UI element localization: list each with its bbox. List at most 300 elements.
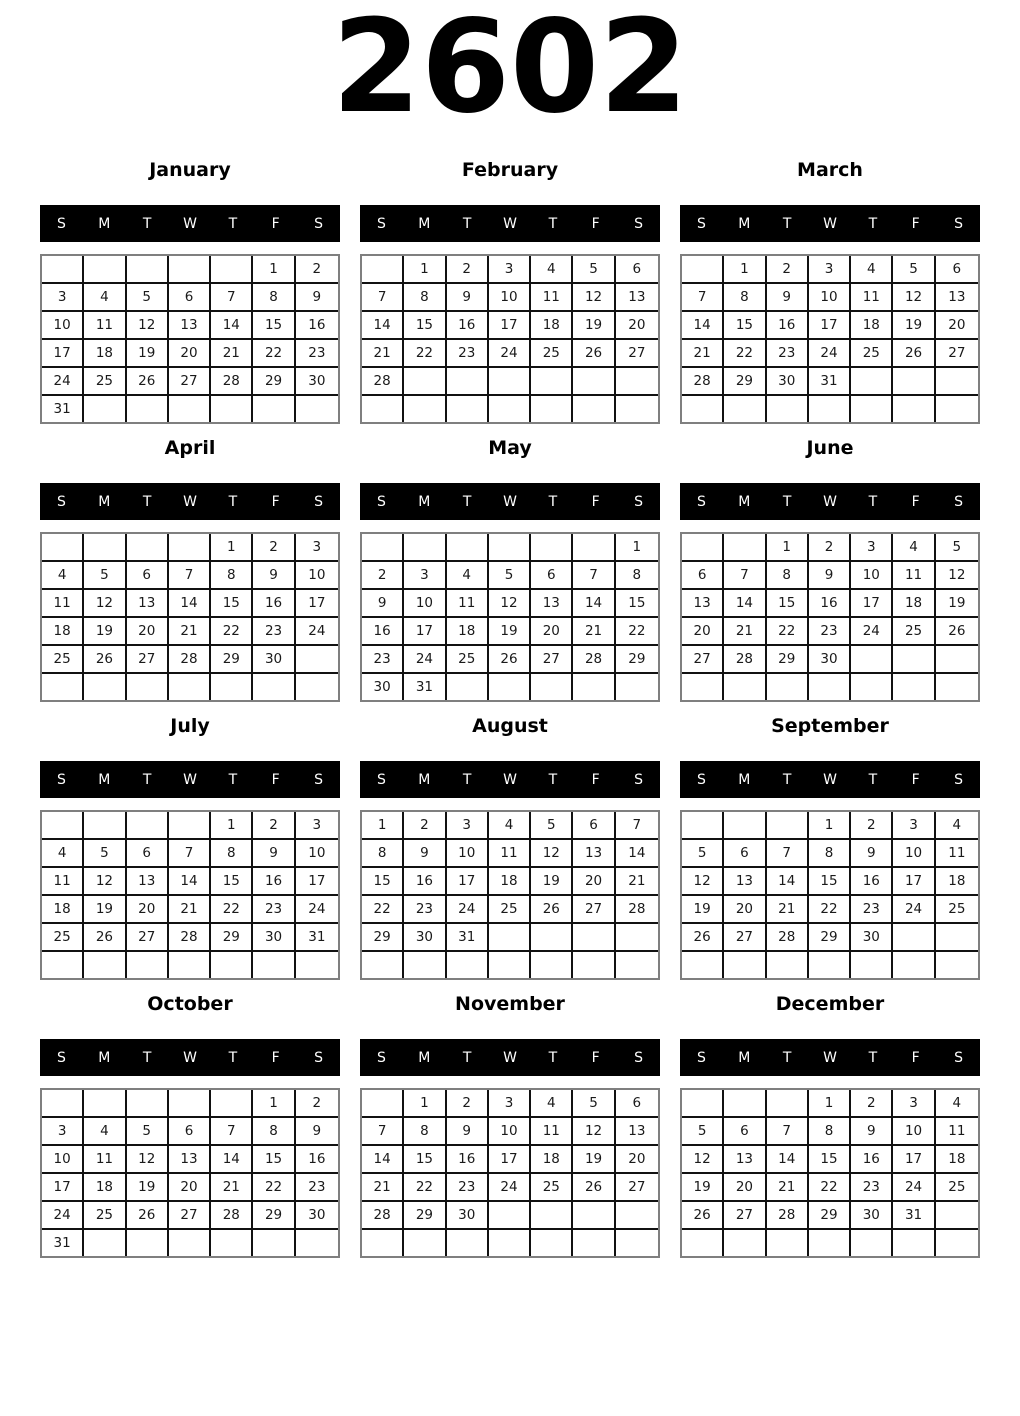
date-cell: 19 — [531, 868, 573, 896]
date-cell: 26 — [682, 924, 724, 952]
date-cell-empty — [447, 368, 489, 396]
date-cell: 25 — [531, 340, 573, 368]
date-cell-empty — [296, 952, 338, 978]
date-cell-empty — [296, 1230, 338, 1256]
date-cell: 24 — [42, 1202, 84, 1230]
date-cell: 10 — [893, 840, 935, 868]
year-title: 2602 — [331, 0, 689, 142]
date-cell: 25 — [42, 646, 84, 674]
date-cell: 23 — [253, 618, 295, 646]
date-cell: 21 — [682, 340, 724, 368]
day-of-week-label: F — [591, 493, 600, 510]
date-cell: 20 — [616, 312, 658, 340]
date-cell-empty — [84, 534, 126, 562]
day-of-week-label: T — [782, 1049, 792, 1066]
date-cell-empty — [936, 674, 978, 700]
date-cell-empty — [211, 396, 253, 422]
date-cell: 5 — [573, 256, 615, 284]
date-cell: 29 — [809, 924, 851, 952]
date-cell: 26 — [127, 1202, 169, 1230]
date-cell: 13 — [169, 1146, 211, 1174]
day-of-week-label: S — [56, 493, 66, 510]
date-cell: 12 — [127, 312, 169, 340]
day-of-week-label: S — [634, 215, 644, 232]
date-cell: 6 — [127, 840, 169, 868]
date-cell: 24 — [893, 896, 935, 924]
day-of-week-header — [40, 1039, 340, 1076]
date-cell: 17 — [296, 590, 338, 618]
date-grid — [360, 254, 660, 424]
day-of-week-label: W — [183, 215, 197, 232]
date-cell: 14 — [169, 868, 211, 896]
date-cell-empty — [84, 812, 126, 840]
date-cell: 22 — [253, 340, 295, 368]
day-of-week-label: F — [271, 771, 280, 788]
date-cell: 26 — [84, 646, 126, 674]
date-cell: 21 — [169, 618, 211, 646]
day-of-week-label: T — [228, 771, 238, 788]
date-cell: 16 — [851, 1146, 893, 1174]
day-of-week-label: T — [228, 1049, 238, 1066]
date-cell-empty — [253, 396, 295, 422]
day-of-week-label: F — [911, 215, 920, 232]
date-cell-empty — [893, 646, 935, 674]
date-cell: 30 — [851, 924, 893, 952]
month-block — [40, 706, 340, 980]
date-cell: 3 — [489, 1090, 531, 1118]
date-cell-empty — [893, 674, 935, 700]
date-cell-empty — [42, 952, 84, 978]
day-of-week-label: F — [591, 215, 600, 232]
day-of-week-label: F — [271, 1049, 280, 1066]
date-cell: 17 — [489, 1146, 531, 1174]
date-cell: 2 — [296, 1090, 338, 1118]
month-block — [680, 150, 980, 424]
date-grid — [360, 810, 660, 980]
date-cell: 10 — [296, 562, 338, 590]
date-cell: 30 — [296, 1202, 338, 1230]
date-cell: 28 — [682, 368, 724, 396]
date-cell-empty — [489, 924, 531, 952]
date-cell: 17 — [809, 312, 851, 340]
date-cell: 17 — [296, 868, 338, 896]
date-cell: 3 — [809, 256, 851, 284]
date-cell: 23 — [809, 618, 851, 646]
date-cell: 30 — [362, 674, 404, 700]
date-cell: 4 — [936, 1090, 978, 1118]
date-cell: 19 — [127, 1174, 169, 1202]
day-of-week-label: T — [548, 493, 558, 510]
date-cell: 17 — [404, 618, 446, 646]
date-cell: 2 — [447, 256, 489, 284]
date-cell: 25 — [84, 368, 126, 396]
date-cell: 5 — [489, 562, 531, 590]
date-cell-empty — [893, 952, 935, 978]
date-cell: 1 — [253, 1090, 295, 1118]
date-cell: 15 — [404, 312, 446, 340]
date-cell: 22 — [616, 618, 658, 646]
date-cell-empty — [84, 674, 126, 700]
date-cell: 21 — [724, 618, 766, 646]
date-cell-empty — [724, 812, 766, 840]
date-cell-empty — [489, 534, 531, 562]
day-of-week-label: T — [142, 493, 152, 510]
date-cell: 2 — [851, 1090, 893, 1118]
day-of-week-header — [360, 761, 660, 798]
date-cell: 22 — [362, 896, 404, 924]
date-cell-empty — [682, 396, 724, 422]
date-cell: 7 — [573, 562, 615, 590]
date-cell: 31 — [809, 368, 851, 396]
date-cell: 15 — [253, 1146, 295, 1174]
date-grid — [680, 532, 980, 702]
date-cell: 18 — [531, 312, 573, 340]
date-cell: 4 — [936, 812, 978, 840]
date-cell: 28 — [724, 646, 766, 674]
date-grid — [40, 532, 340, 702]
date-cell: 6 — [127, 562, 169, 590]
date-cell: 23 — [767, 340, 809, 368]
date-cell: 23 — [447, 340, 489, 368]
day-of-week-label: S — [314, 493, 324, 510]
date-cell-empty — [362, 534, 404, 562]
date-cell-empty — [809, 1230, 851, 1256]
day-of-week-header — [360, 1039, 660, 1076]
day-of-week-label: F — [911, 771, 920, 788]
date-cell: 5 — [84, 562, 126, 590]
date-cell: 23 — [404, 896, 446, 924]
date-cell: 4 — [489, 812, 531, 840]
date-cell: 26 — [936, 618, 978, 646]
day-of-week-label: S — [634, 771, 644, 788]
date-cell: 29 — [404, 1202, 446, 1230]
date-cell: 8 — [809, 840, 851, 868]
date-cell: 18 — [893, 590, 935, 618]
date-cell-empty — [682, 256, 724, 284]
date-cell: 30 — [851, 1202, 893, 1230]
date-cell-empty — [531, 674, 573, 700]
date-cell-empty — [616, 1202, 658, 1230]
date-cell: 2 — [253, 534, 295, 562]
date-cell: 4 — [84, 1118, 126, 1146]
date-cell-empty — [296, 674, 338, 700]
day-of-week-header — [360, 205, 660, 242]
day-of-week-label: T — [868, 771, 878, 788]
date-cell: 18 — [42, 896, 84, 924]
date-cell-empty — [809, 396, 851, 422]
date-cell: 1 — [362, 812, 404, 840]
date-cell: 11 — [851, 284, 893, 312]
date-cell: 20 — [724, 896, 766, 924]
date-cell: 11 — [531, 284, 573, 312]
date-cell-empty — [489, 396, 531, 422]
date-cell: 14 — [767, 868, 809, 896]
date-cell: 30 — [296, 368, 338, 396]
day-of-week-label: T — [868, 493, 878, 510]
date-cell: 18 — [84, 1174, 126, 1202]
date-cell: 6 — [936, 256, 978, 284]
date-cell: 25 — [447, 646, 489, 674]
date-cell: 22 — [211, 896, 253, 924]
day-of-week-label: F — [271, 493, 280, 510]
date-cell: 22 — [253, 1174, 295, 1202]
date-cell-empty — [531, 952, 573, 978]
date-cell: 20 — [127, 618, 169, 646]
date-cell: 3 — [42, 1118, 84, 1146]
month-title: February — [461, 159, 559, 181]
date-cell-empty — [127, 256, 169, 284]
date-cell: 16 — [809, 590, 851, 618]
date-cell: 5 — [573, 1090, 615, 1118]
date-cell: 15 — [253, 312, 295, 340]
date-cell-empty — [447, 674, 489, 700]
date-cell: 24 — [42, 368, 84, 396]
date-cell: 7 — [724, 562, 766, 590]
date-cell: 26 — [127, 368, 169, 396]
date-cell: 21 — [211, 340, 253, 368]
date-cell-empty — [809, 952, 851, 978]
date-cell: 27 — [682, 646, 724, 674]
date-cell: 16 — [296, 1146, 338, 1174]
date-cell: 17 — [489, 312, 531, 340]
day-of-week-label: S — [56, 215, 66, 232]
date-cell: 11 — [42, 868, 84, 896]
date-cell: 11 — [84, 1146, 126, 1174]
date-cell: 10 — [296, 840, 338, 868]
date-cell-empty — [42, 674, 84, 700]
date-cell: 23 — [296, 340, 338, 368]
date-cell: 1 — [211, 812, 253, 840]
date-cell-empty — [169, 674, 211, 700]
date-cell: 26 — [84, 924, 126, 952]
date-cell: 15 — [211, 868, 253, 896]
date-cell: 15 — [362, 868, 404, 896]
date-cell-empty — [127, 812, 169, 840]
date-cell-empty — [127, 1090, 169, 1118]
date-cell: 1 — [211, 534, 253, 562]
date-cell: 23 — [851, 896, 893, 924]
date-cell-empty — [573, 952, 615, 978]
date-cell-empty — [169, 812, 211, 840]
date-cell: 17 — [893, 868, 935, 896]
date-cell-empty — [767, 1230, 809, 1256]
date-cell: 27 — [127, 646, 169, 674]
date-cell: 5 — [893, 256, 935, 284]
day-of-week-header — [40, 761, 340, 798]
date-cell: 16 — [296, 312, 338, 340]
date-cell: 19 — [936, 590, 978, 618]
date-cell: 14 — [724, 590, 766, 618]
day-of-week-label: T — [462, 1049, 472, 1066]
date-cell: 30 — [253, 924, 295, 952]
day-of-week-label: S — [376, 215, 386, 232]
date-cell: 12 — [84, 590, 126, 618]
date-cell: 25 — [893, 618, 935, 646]
date-cell: 28 — [169, 924, 211, 952]
month-title: April — [164, 437, 216, 459]
date-cell-empty — [893, 924, 935, 952]
date-cell: 24 — [489, 340, 531, 368]
date-cell-empty — [404, 1230, 446, 1256]
day-of-week-label: T — [142, 215, 152, 232]
date-cell-empty — [724, 1090, 766, 1118]
date-cell: 8 — [253, 284, 295, 312]
date-cell: 2 — [404, 812, 446, 840]
date-cell: 30 — [767, 368, 809, 396]
month-block — [680, 984, 980, 1258]
date-cell-empty — [531, 534, 573, 562]
date-cell: 1 — [809, 1090, 851, 1118]
date-cell: 8 — [211, 562, 253, 590]
date-cell: 29 — [211, 646, 253, 674]
date-cell: 5 — [127, 1118, 169, 1146]
date-cell: 9 — [362, 590, 404, 618]
date-cell-empty — [127, 674, 169, 700]
date-cell: 16 — [447, 1146, 489, 1174]
date-cell: 4 — [893, 534, 935, 562]
date-cell: 7 — [362, 1118, 404, 1146]
date-cell: 28 — [767, 924, 809, 952]
date-grid — [40, 1088, 340, 1258]
date-cell-empty — [169, 534, 211, 562]
date-cell: 27 — [936, 340, 978, 368]
date-cell: 2 — [362, 562, 404, 590]
date-cell-empty — [169, 952, 211, 978]
date-grid — [680, 254, 980, 424]
date-cell: 13 — [936, 284, 978, 312]
date-cell: 2 — [809, 534, 851, 562]
date-cell-empty — [531, 924, 573, 952]
date-cell: 19 — [893, 312, 935, 340]
date-cell: 13 — [127, 868, 169, 896]
month-block — [40, 984, 340, 1258]
date-cell: 4 — [447, 562, 489, 590]
date-cell-empty — [724, 952, 766, 978]
date-cell: 3 — [296, 534, 338, 562]
date-cell: 12 — [682, 868, 724, 896]
date-cell: 30 — [404, 924, 446, 952]
date-cell-empty — [489, 1202, 531, 1230]
date-cell: 21 — [767, 1174, 809, 1202]
date-cell: 2 — [253, 812, 295, 840]
date-cell: 29 — [253, 1202, 295, 1230]
date-cell-empty — [767, 1090, 809, 1118]
date-cell-empty — [531, 368, 573, 396]
date-cell: 9 — [851, 1118, 893, 1146]
date-cell: 31 — [404, 674, 446, 700]
day-of-week-header — [680, 1039, 980, 1076]
date-cell: 18 — [531, 1146, 573, 1174]
month-block — [680, 428, 980, 702]
date-cell: 14 — [169, 590, 211, 618]
date-cell: 6 — [682, 562, 724, 590]
date-cell-empty — [851, 368, 893, 396]
date-cell: 20 — [169, 340, 211, 368]
day-of-week-label: M — [738, 215, 751, 232]
date-cell: 8 — [362, 840, 404, 868]
date-cell: 6 — [616, 1090, 658, 1118]
date-cell: 27 — [169, 1202, 211, 1230]
month-title: October — [147, 993, 233, 1015]
date-cell: 12 — [127, 1146, 169, 1174]
date-cell: 20 — [127, 896, 169, 924]
date-cell: 9 — [404, 840, 446, 868]
date-cell: 13 — [616, 284, 658, 312]
date-grid — [680, 1088, 980, 1258]
day-of-week-label: W — [503, 1049, 517, 1066]
date-cell-empty — [169, 1090, 211, 1118]
date-cell: 5 — [531, 812, 573, 840]
date-cell: 20 — [573, 868, 615, 896]
day-of-week-label: S — [954, 771, 964, 788]
date-cell: 29 — [724, 368, 766, 396]
date-cell-empty — [211, 1090, 253, 1118]
date-cell: 14 — [682, 312, 724, 340]
date-cell: 30 — [809, 646, 851, 674]
date-cell-empty — [682, 534, 724, 562]
date-cell: 18 — [84, 340, 126, 368]
date-cell: 8 — [404, 1118, 446, 1146]
date-cell: 29 — [362, 924, 404, 952]
date-cell: 11 — [84, 312, 126, 340]
day-of-week-label: W — [183, 1049, 197, 1066]
date-cell: 8 — [616, 562, 658, 590]
date-cell: 7 — [767, 840, 809, 868]
date-cell-empty — [616, 924, 658, 952]
day-of-week-label: S — [376, 771, 386, 788]
day-of-week-label: M — [418, 771, 431, 788]
date-cell: 16 — [362, 618, 404, 646]
date-cell: 14 — [616, 840, 658, 868]
date-cell: 24 — [851, 618, 893, 646]
day-of-week-label: S — [376, 1049, 386, 1066]
date-cell: 20 — [169, 1174, 211, 1202]
date-cell: 7 — [767, 1118, 809, 1146]
date-cell: 24 — [809, 340, 851, 368]
date-cell: 8 — [767, 562, 809, 590]
date-cell-empty — [682, 952, 724, 978]
date-cell: 1 — [616, 534, 658, 562]
day-of-week-label: S — [314, 771, 324, 788]
date-cell: 6 — [169, 284, 211, 312]
date-cell: 16 — [253, 590, 295, 618]
date-cell: 14 — [211, 1146, 253, 1174]
date-grid — [680, 810, 980, 980]
date-cell-empty — [211, 952, 253, 978]
date-cell: 24 — [296, 896, 338, 924]
date-cell: 28 — [767, 1202, 809, 1230]
day-of-week-label: M — [738, 493, 751, 510]
day-of-week-label: S — [314, 215, 324, 232]
date-cell-empty — [616, 674, 658, 700]
date-cell: 21 — [767, 896, 809, 924]
date-cell-empty — [531, 1202, 573, 1230]
day-of-week-label: F — [271, 215, 280, 232]
date-cell: 4 — [84, 284, 126, 312]
day-of-week-label: S — [314, 1049, 324, 1066]
date-cell-empty — [127, 534, 169, 562]
date-cell: 4 — [851, 256, 893, 284]
date-cell: 18 — [42, 618, 84, 646]
date-cell: 25 — [42, 924, 84, 952]
day-of-week-label: W — [183, 493, 197, 510]
date-cell: 21 — [573, 618, 615, 646]
date-cell: 8 — [809, 1118, 851, 1146]
date-cell: 13 — [616, 1118, 658, 1146]
date-cell: 1 — [253, 256, 295, 284]
date-cell-empty — [211, 1230, 253, 1256]
date-cell-empty — [447, 1230, 489, 1256]
